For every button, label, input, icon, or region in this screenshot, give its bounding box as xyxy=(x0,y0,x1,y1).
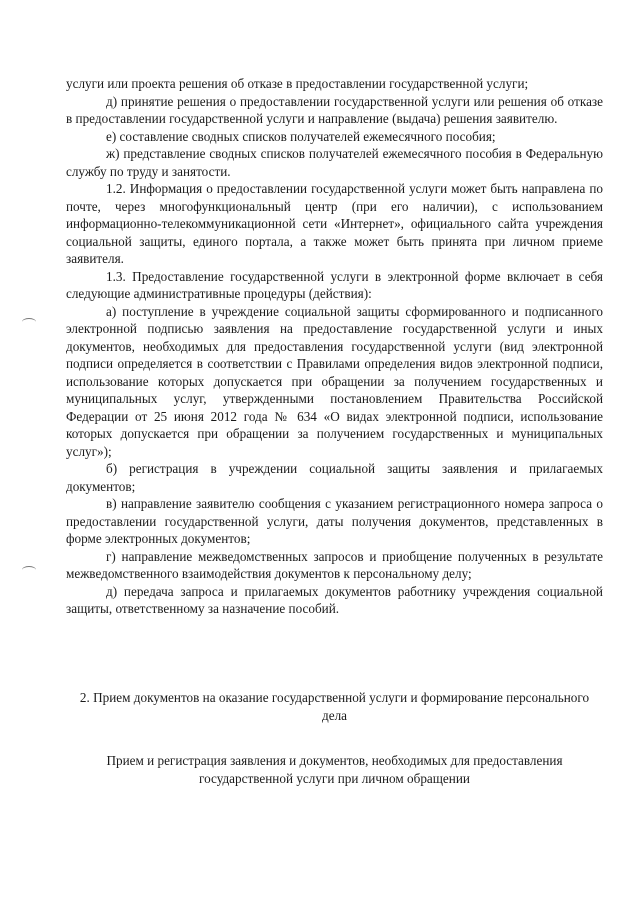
document-body xyxy=(66,75,603,618)
paragraph-continuation: услуги или проекта решения об отказе в предоставлении государственной услуги; xyxy=(66,76,529,91)
paragraph-1-3: 1.3. Предоставление государственной услуги в электронной форме включает в себя следующие административные процедуры (действия): xyxy=(66,268,603,301)
paragraph-item-e: е) составление сводных списков получателей ежемесячного пособия; xyxy=(106,128,496,144)
paragraph-item-d: д) принятие решения о предоставлении государственной услуги или решения об отказе в предоставлении государственной услуги и направление (выдача) решения заявителю. xyxy=(66,93,603,126)
subsection-heading: Прием и регистрация заявления и документов, необходимых для предоставления государственной услуги при личном обращении xyxy=(106,753,563,786)
paragraph-item-g: г) направление межведомственных запросов и приобщение полученных в результате межведомственного взаимодействия документов к персональному делу; xyxy=(66,548,603,581)
paragraph-1-2: 1.2. Информация о предоставлении государственной услуги может быть направлена по почте, через многофункциональный центр (при его наличии), с использованием информационно-телекоммуникационной сети «Интернет», официального сайта учреждения социальной защиты, единого портала, а также может быть принята при личном приеме заявителя. xyxy=(66,181,603,266)
paragraph-item-v: в) направление заявителю сообщения с указанием регистрационного номера запроса о предоставлении государственной услуги, даты получения документов, представленных в форме электронных документов; xyxy=(66,496,603,546)
binding-hole-mark xyxy=(22,318,36,326)
paragraph-item-d2: д) передача запроса и прилагаемых документов работнику учреждения социальной защиты, ответственному за назначение пособий. xyxy=(66,583,603,616)
paragraph-item-zh: ж) представление сводных списков получателей ежемесячного пособия в Федеральную службу по труду и занятости. xyxy=(66,146,603,179)
paragraph-item-a: а) поступление в учреждение социальной защиты сформированного и подписанного электронной подписью заявления на предоставление государственной услуги и иных документов, необходимых для предоставления государственной услуги (вид электронной подписи определяется в соответствии с Правилами определения видов электронной подписи, использование которых допускается при обращении за получением государственных и муниципальных услуг, утвержденными постановлением Правительства Российской Федерации от 25 июня 2012 года № 634 «О видах электронной подписи, использование которых допускается при обращении за получением государственных и муниципальных услуг»); xyxy=(66,303,603,459)
section-heading: 2. Прием документов на оказание государственной услуги и формирование персонального дела xyxy=(79,690,590,723)
binding-hole-mark xyxy=(22,566,36,574)
paragraph-item-b: б) регистрация в учреждении социальной защиты заявления и прилагаемых документов; xyxy=(66,461,603,494)
